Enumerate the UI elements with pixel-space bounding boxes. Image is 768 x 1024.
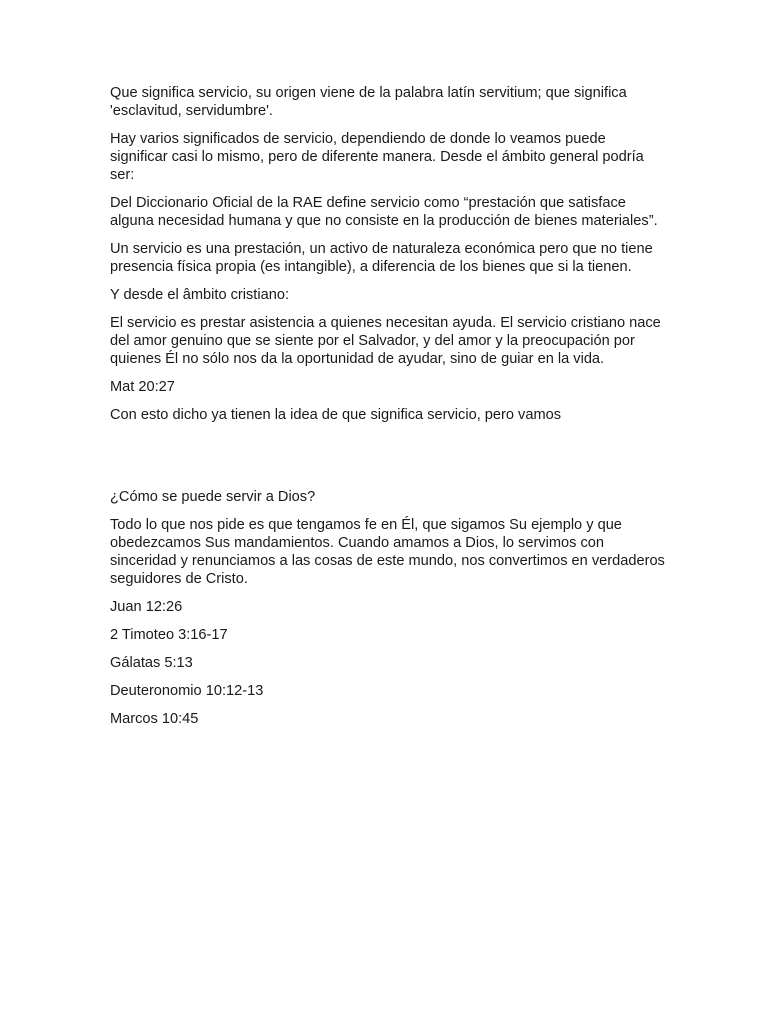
verse-reference: Marcos 10:45 [110,711,199,727]
paragraph-origin: Que significa servicio, su origen viene de la palabra latín servitium; que significa 'esclavitud, servidumbre'. [110,85,627,119]
paragraph-christian-service: El servicio es prestar asistencia a quienes necesitan ayuda. El servicio cristiano nace del amor genuino que se siente por el Salvador, y del amor y la preocupación por quienes Él no sólo nos da la oportunidad de ayudar, sino de guiar en la vida. [110,315,661,367]
paragraph-christian-intro: Y desde el âmbito cristiano: [110,287,290,303]
paragraph-economic-definition: Un servicio es una prestación, un activo de naturaleza económica pero que no tiene presencia física propia (es intangible), a diferencia de los bienes que si la tienen. [110,241,653,275]
paragraph-rae-definition: Del Diccionario Oficial de la RAE define servicio como “prestación que satisface alguna necesidad humana y que no consiste en la producción de bienes materiales”. [110,195,658,229]
document-body [110,84,666,738]
paragraph-how-to-serve: Todo lo que nos pide es que tengamos fe en Él, que sigamos Su ejemplo y que obedezcamos Sus mandamientos. Cuando amamos a Dios, lo servimos con sinceridad y renunciamos a las cosas de este mundo, nos convertimos en verdaderos seguidores de Cristo. [110,517,665,587]
paragraph-transition: Con esto dicho ya tienen la idea de que significa servicio, pero vamos [110,407,562,423]
verse-reference: Mat 20:27 [110,379,175,395]
verse-reference: Juan 12:26 [110,599,183,615]
verse-reference: Deuteronomio 10:12-13 [110,683,264,699]
verse-reference: 2 Timoteo 3:16-17 [110,627,228,643]
paragraph-meanings: Hay varios significados de servicio, dependiendo de donde lo veamos puede significar casi lo mismo, pero de diferente manera. Desde el ámbito general podría ser: [110,131,644,183]
verse-reference: Gálatas 5:13 [110,655,193,671]
section-gap [110,434,666,488]
section-question: ¿Cómo se puede servir a Dios? [110,489,316,505]
